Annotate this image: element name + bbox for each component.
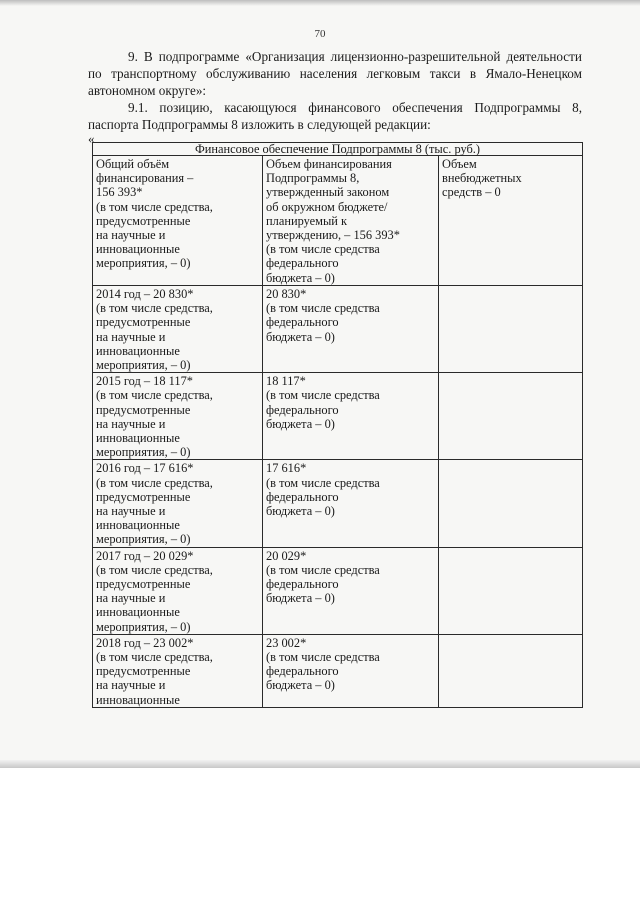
budget-financing-cell: Объем финансирования Подпрограммы 8, утвержденный законом об окружном бюджете/ планируемый к утверждению, – 156 393* (в том числе средства федерального бюджета – 0): [263, 156, 439, 286]
extrabudgetary-cell: Объем внебюджетных средств – 0: [439, 156, 583, 286]
table-caption: Финансовое обеспечение Подпрограммы 8 (тыс. руб.): [93, 143, 583, 156]
paragraph-subprogram-intro: 9. В подпрограмме «Организация лицензионно-разрешительной деятельности по транспортному обслуживанию населения легковым такси в Ямало-Ненецком автономном округе»:: [88, 49, 582, 98]
table-row: [93, 547, 583, 634]
year-budget-cell: 20 029* (в том числе средства федерального бюджета – 0): [263, 547, 439, 634]
paragraph-amendment-instruction: 9.1. позицию, касающуюся финансового обеспечения Подпрограммы 8, паспорта Подпрограммы 8 изложить в следующей редакции:: [88, 100, 582, 132]
year-budget-cell: 18 117* (в том числе средства федерального бюджета – 0): [263, 373, 439, 460]
table-row: [93, 156, 583, 286]
year-budget-cell: 23 002* (в том числе средства федерального бюджета – 0): [263, 634, 439, 707]
year-total-cell: 2015 год – 18 117* (в том числе средства, предусмотренные на научные и инновационные мероприятия, – 0): [93, 373, 263, 460]
year-extra-cell: [439, 634, 583, 707]
table-row: [93, 460, 583, 547]
scan-top-edge: [0, 0, 640, 6]
table-row: [93, 373, 583, 460]
page-number: 70: [314, 28, 326, 40]
year-total-cell: 2018 год – 23 002* (в том числе средства, предусмотренные на научные и инновационные: [93, 634, 263, 707]
year-total-cell: 2017 год – 20 029* (в том числе средства, предусмотренные на научные и инновационные мероприятия, – 0): [93, 547, 263, 634]
year-budget-cell: 17 616* (в том числе средства федерального бюджета – 0): [263, 460, 439, 547]
total-financing-cell: Общий объём финансирования – 156 393* (в том числе средства, предусмотренные на научные и инновационные мероприятия, – 0): [93, 156, 263, 286]
year-extra-cell: [439, 547, 583, 634]
year-total-cell: 2016 год – 17 616* (в том числе средства, предусмотренные на научные и инновационные мероприятия, – 0): [93, 460, 263, 547]
year-total-cell: 2014 год – 20 830* (в том числе средства, предусмотренные на научные и инновационные мероприятия, – 0): [93, 286, 263, 373]
scan-bottom-edge: [0, 760, 640, 768]
year-extra-cell: [439, 286, 583, 373]
year-extra-cell: [439, 460, 583, 547]
opening-quote-mark: «: [88, 131, 95, 146]
table-row: [93, 634, 583, 707]
financing-table: [92, 142, 583, 708]
table-row: [93, 286, 583, 373]
year-extra-cell: [439, 373, 583, 460]
year-budget-cell: 20 830* (в том числе средства федерального бюджета – 0): [263, 286, 439, 373]
